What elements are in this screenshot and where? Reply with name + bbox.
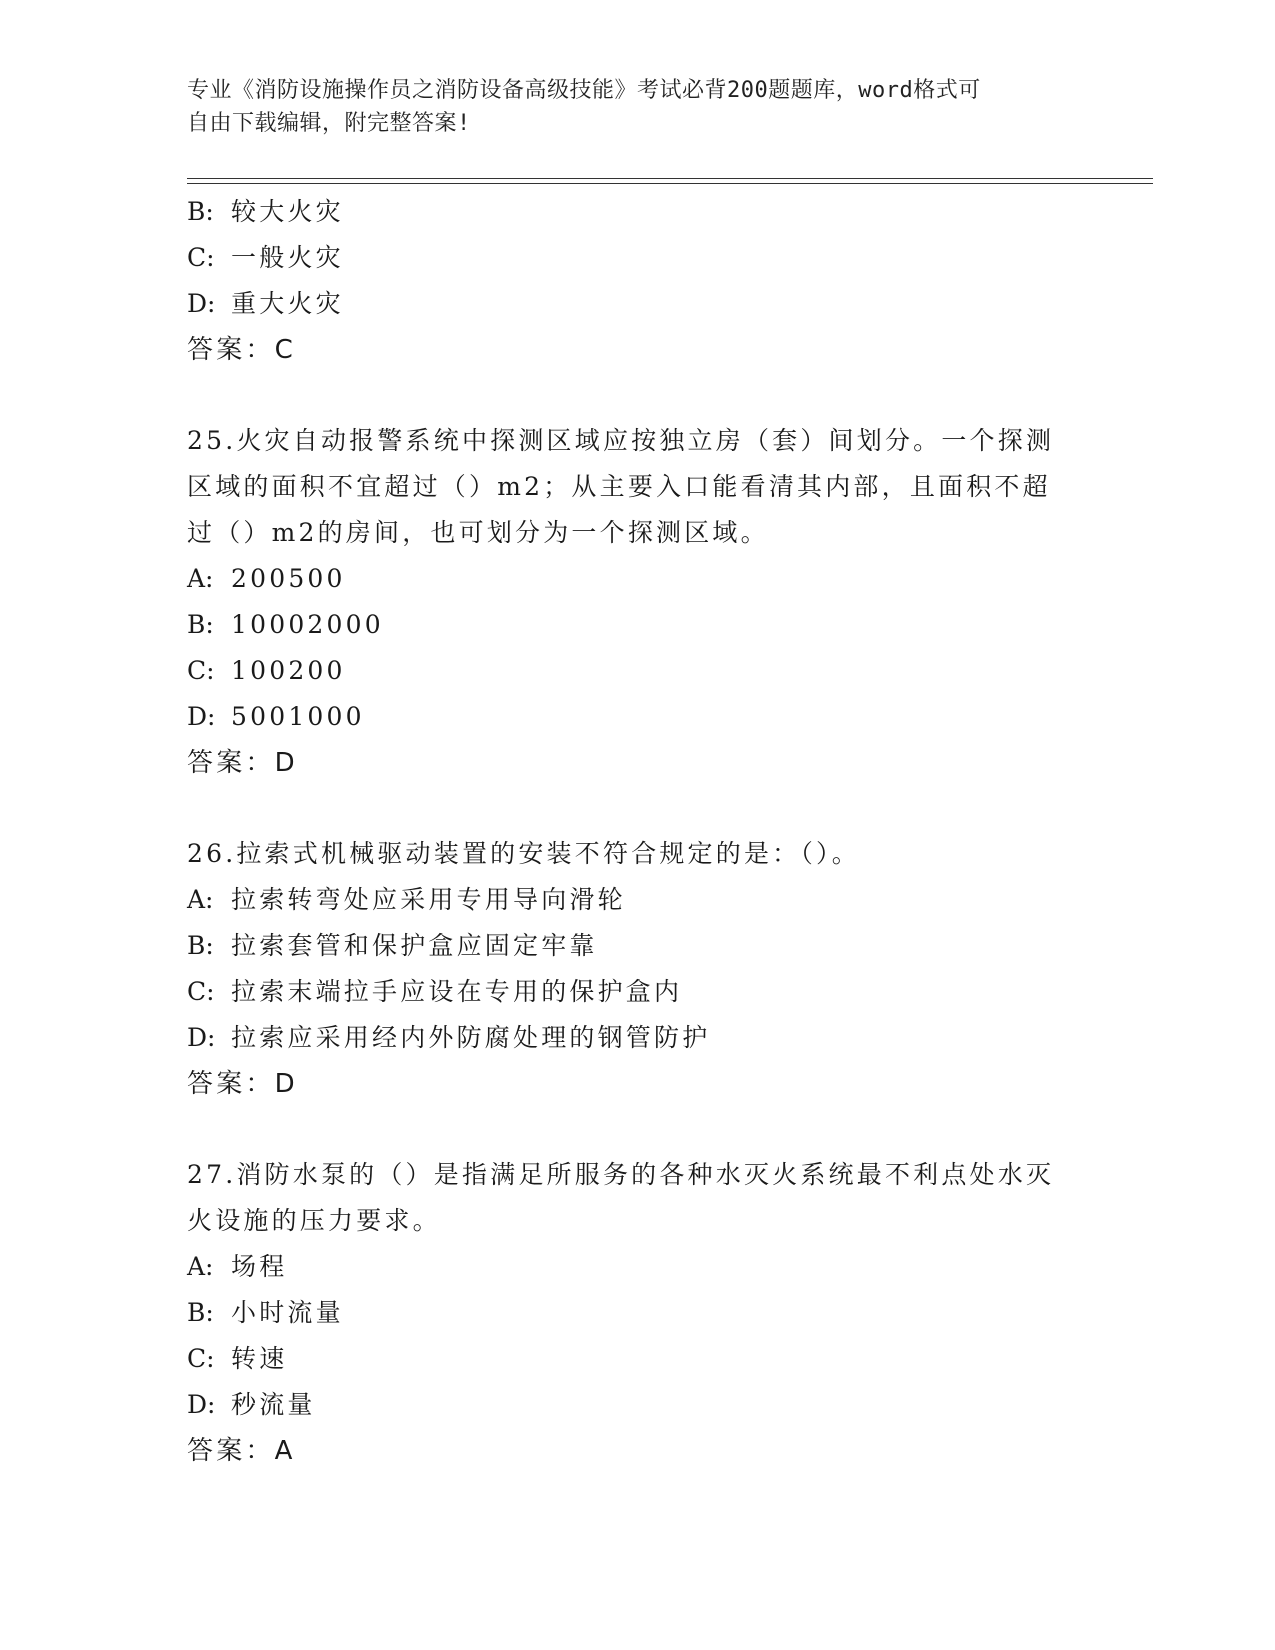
option-letter: C:	[187, 656, 215, 685]
option-letter: A:	[187, 885, 214, 914]
option-letter: D:	[187, 1390, 216, 1419]
option-d	[187, 281, 1087, 327]
option-text: 一般火灾	[231, 243, 344, 272]
question-27	[187, 1152, 1087, 1474]
option-text: 重大火灾	[231, 289, 344, 318]
option-letter: C:	[187, 977, 215, 1006]
header-rule-bottom	[187, 183, 1153, 184]
option-text: 转速	[231, 1344, 288, 1373]
question-list	[187, 189, 1087, 1474]
option-letter: A:	[187, 1252, 214, 1281]
option-d	[187, 694, 1087, 740]
option-c	[187, 969, 1087, 1015]
option-a	[187, 556, 1087, 602]
header-line-2: 自由下载编辑，附完整答案!	[187, 111, 471, 136]
option-letter: D:	[187, 289, 216, 318]
spacer	[187, 786, 1087, 831]
spacer	[187, 1107, 1087, 1152]
option-text: 拉索末端拉手应设在专用的保护盒内	[231, 977, 683, 1006]
option-b	[187, 923, 1087, 969]
header-rule-top	[187, 178, 1153, 179]
option-letter: D:	[187, 1023, 216, 1052]
option-text: 拉索应采用经内外防腐处理的钢管防护	[231, 1023, 711, 1052]
option-d	[187, 1382, 1087, 1428]
option-text: 5001000	[231, 702, 365, 731]
option-text: 100200	[231, 656, 346, 685]
option-letter: B:	[187, 1298, 214, 1327]
option-letter: A:	[187, 564, 214, 593]
option-c	[187, 235, 1087, 281]
question-stem-line: 区域的面积不宜超过（）m2；从主要入口能看清其内部，且面积不超	[187, 472, 1051, 501]
option-c	[187, 648, 1087, 694]
option-letter: B:	[187, 931, 214, 960]
question-26	[187, 831, 1087, 1107]
option-text: 较大火灾	[231, 197, 344, 226]
option-b	[187, 1290, 1087, 1336]
option-a	[187, 1244, 1087, 1290]
option-letter: B:	[187, 197, 214, 226]
question-25	[187, 418, 1087, 786]
question-stem-line: 27.消防水泵的（）是指满足所服务的各种水灭火系统最不利点处水灭	[187, 1160, 1055, 1189]
spacer	[187, 373, 1087, 418]
option-text: 10002000	[231, 610, 384, 639]
option-letter: D:	[187, 702, 216, 731]
option-a	[187, 877, 1087, 923]
option-letter: C:	[187, 243, 215, 272]
question-stem-line: 火设施的压力要求。	[187, 1206, 441, 1235]
answer-line: 答案：D	[187, 1069, 298, 1099]
document-header	[187, 74, 1067, 140]
option-letter: C:	[187, 1344, 215, 1373]
option-d	[187, 1015, 1087, 1061]
header-line-1: 专业《消防设施操作员之消防设备高级技能》考试必背200题题库，word格式可	[187, 78, 981, 103]
option-text: 秒流量	[231, 1390, 316, 1419]
question-fragment	[187, 189, 1087, 373]
question-stem-line: 过（）m2的房间，也可划分为一个探测区域。	[187, 518, 769, 547]
option-text: 拉索套管和保护盒应固定牢靠	[231, 931, 598, 960]
answer-line: 答案：A	[187, 1436, 296, 1466]
option-text: 200500	[231, 564, 346, 593]
option-text: 拉索转弯处应采用专用导向滑轮	[231, 885, 626, 914]
answer-line: 答案：D	[187, 748, 298, 778]
option-letter: B:	[187, 610, 214, 639]
option-text: 场程	[231, 1252, 288, 1281]
answer-line: 答案：C	[187, 335, 296, 365]
option-b	[187, 189, 1087, 235]
option-text: 小时流量	[231, 1298, 344, 1327]
option-b	[187, 602, 1087, 648]
option-c	[187, 1336, 1087, 1382]
question-stem-line: 26.拉索式机械驱动装置的安装不符合规定的是：（）。	[187, 839, 860, 868]
question-stem-line: 25.火灾自动报警系统中探测区域应按独立房（套）间划分。一个探测	[187, 426, 1055, 455]
